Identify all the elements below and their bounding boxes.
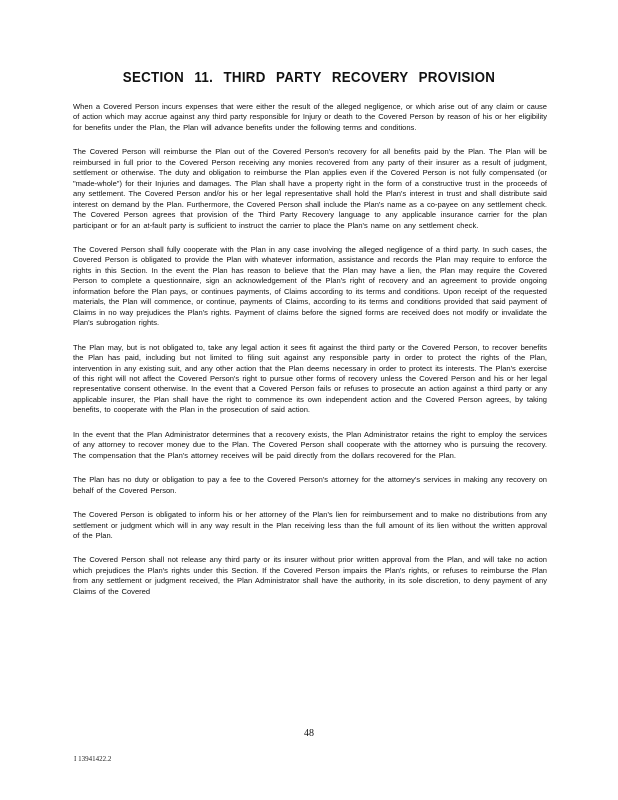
paragraph-reimbursement: The Covered Person will reimburse the Plan out of the Covered Person's recovery for all benefits paid by the Plan. The Plan will be reimbursed in full prior to the Covered Person receiving any monies recovered from any party of their insurer as a result of judgment, settlement or otherwise. The duty and obligation to reimburse the Plan applies even if the Covered Person is not fully compensated (or "made-whole") for their Injuries and damages. The Plan shall have a property right in the form of a constructive trust in the proceeds of any settlement. The Covered Person and/or his or her legal representative shall hold the Plan's interest in trust and shall distribute said interest on demand by the Plan. Furthermore, the Covered Person shall include the Plan's name as a co-payee on any settlement check. The Covered Person agrees that provision of the Third Party Recovery language to any applicable insurance carrier for the plan participant or for an at-fault party is sufficient to instruct the carrier to place the Plan's name on any settlement check. bbox=[73, 147, 547, 230]
paragraph-lien-notice: The Covered Person is obligated to inform his or her attorney of the Plan's lien for reimbursement and to make no distributions from any settlement or judgment which will in any way result in the Plan receiving less than the full amount of its lien without the written approval of the Plan. bbox=[73, 510, 547, 540]
section-title: SECTION 11. THIRD PARTY RECOVERY PROVISION bbox=[122, 70, 496, 86]
page-number: 48 bbox=[304, 728, 314, 739]
section-body bbox=[73, 102, 547, 611]
paragraph-intro: When a Covered Person incurs expenses that were either the result of the alleged negligence, or which arise out of any claim or cause of action which may accrue against any third party responsible for Injury or death to the Covered Person by reason of his or her eligibility for benefits under the Plan, the Plan will advance benefits under the following terms and conditions. bbox=[73, 102, 547, 132]
paragraph-attorney-services: In the event that the Plan Administrator determines that a recovery exists, the Plan Administrator retains the right to employ the services of any attorney to recover money due to the Plan. The Covered Person shall cooperate with the attorney who is pursuing the recovery. The compensation that the Plan's attorney receives will be paid directly from the dollars recovered for the Plan. bbox=[73, 429, 547, 460]
paragraph-cooperation: The Covered Person shall fully cooperate with the Plan in any case involving the alleged negligence of a third party. In such cases, the Covered Person is obligated to provide the Plan with whatever information, assistance and records the Plan may require to enforce the rights in this Section. In the event the Plan has reason to believe that the Plan may have a lien, the Plan may require the Covered Person to complete a questionnaire, sign an acknowledgement of the Plan's right of recovery and an agreement to provide ongoing information before the Plan pays, or continues payments, of Claims according to its terms and conditions. Upon receipt of the requested materials, the Plan will commence, or continue, payments of Claims, according to its terms and conditions provided that said payment of Claims in no way prejudices the Plan's rights. Payment of claims before the signed forms are received does not modify or invalidate the Plan's subrogation rights. bbox=[73, 244, 547, 328]
paragraph-attorney-fee: The Plan has no duty or obligation to pay a fee to the Covered Person's attorney for the attorney's services in making any recovery on behalf of the Covered Person. bbox=[73, 475, 547, 495]
paragraph-legal-action: The Plan may, but is not obligated to, take any legal action it sees fit against the third party or the Covered Person, to recover benefits the Plan has paid, including but not limited to filing suit against any responsible party in order to protect the rights of the Plan, intervention in any existing suit, and any other action that the Plan deems necessary in order to protect its interests. The Plan's exercise of this right will not affect the Covered Person's right to pursue other forms of recovery unless the Covered Person and his or her legal representative consent otherwise. In the event that a Covered Person fails or refuses to prosecute an action against a third party or any applicable insurer, the Plan shall have the right to commence its own independent action and the Covered Person agrees, by taking benefits, to cooperate with the Plan in the prosecution of said action. bbox=[73, 342, 547, 415]
document-id: I 13941422.2 bbox=[74, 755, 112, 763]
paragraph-release: The Covered Person shall not release any third party or its insurer without prior written approval from the Plan, and will take no action which prejudices the Plan's rights under this Section. If the Covered Person impairs the Plan's rights, or refuses to reimburse the Plan from any settlement or judgment received, the Plan Administrator shall have the authority, in its sole discretion, to deny payment of any Claims of the Covered bbox=[73, 555, 547, 596]
